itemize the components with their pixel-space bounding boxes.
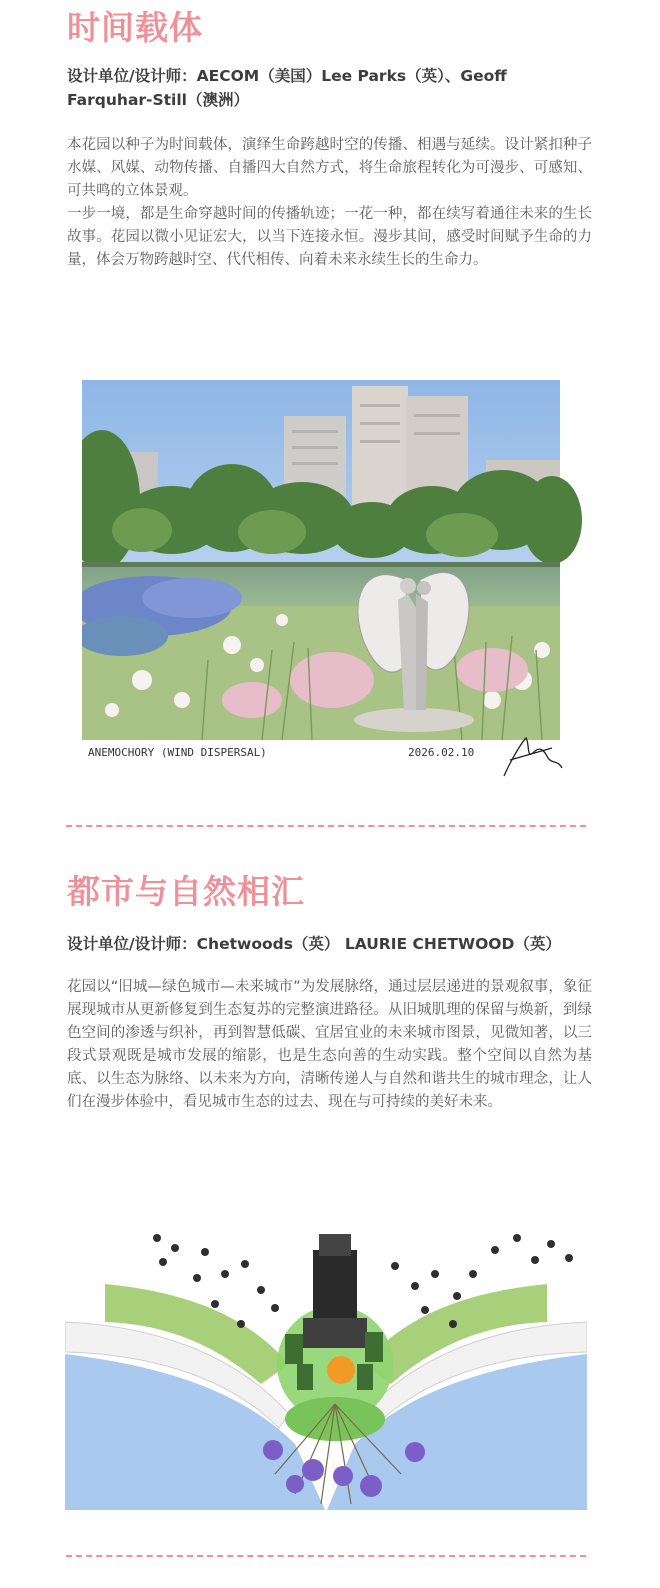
garden-sketch-image — [82, 380, 582, 780]
paragraph: 花园以“旧城—绿色城市—未来城市”为发展脉络，通过层层递进的景观叙事，象征展现城市从更新修复到生态复苏的完整演进路径。从旧城肌理的保留与焕新，到绿色空间的渗透与织补，再到智慧低碳、宜居宜业的未来城市图景，见微知著，以三段式景观既是城市发展的缩影，也是生态向善的生动实践。整个空间以自然为基底、以生态为脉络、以未来为方向，清晰传递人与自然和谐共生的城市理念，让人们在漫步体验中，看见城市生态的过去、现在与可持续的美好未来。 — [67, 979, 592, 1110]
sketch-caption: ANEMOCHORY (WIND DISPERSAL) — [88, 746, 267, 759]
designer-credit-2: 设计单位/设计师：Chetwoods（英） LAURIE CHETWOOD（英） — [67, 935, 561, 953]
paragraph: 一步一境，都是生命穿越时间的传播轨迹；一花一种，都在续写着通往未来的生长故事。花园以微小见证宏大，以当下连接永恒。漫步其间，感受时间赋予生命的力量，体会万物跨越时空、代代相传、向着未来永续生长的生命力。 — [67, 206, 592, 268]
section-divider — [66, 825, 586, 827]
section-2-body — [67, 976, 592, 1114]
paragraph: 本花园以种子为时间载体，演绎生命跨越时空的传播、相遇与延续。设计紧扣种子水媒、风媒、动物传播、自播四大自然方式，将生命旅程转化为可漫步、可感知、可共鸣的立体景观。 — [67, 137, 592, 199]
section-title-city-nature: 都市与自然相汇 — [67, 872, 305, 911]
sketch-date: 2026.02.10 — [408, 746, 475, 759]
section-title-time-carrier: 时间载体 — [67, 8, 203, 47]
garden-sketch-illustration — [82, 380, 582, 780]
section-divider-bottom — [66, 1555, 586, 1557]
section-1-body — [67, 134, 592, 272]
garden-plan-image — [65, 1214, 587, 1510]
designer-credit-1: 设计单位/设计师：AECOM（美国）Lee Parks（英）、Geoff Farquhar-Still（澳洲） — [67, 67, 507, 109]
garden-plan-illustration — [65, 1214, 587, 1510]
